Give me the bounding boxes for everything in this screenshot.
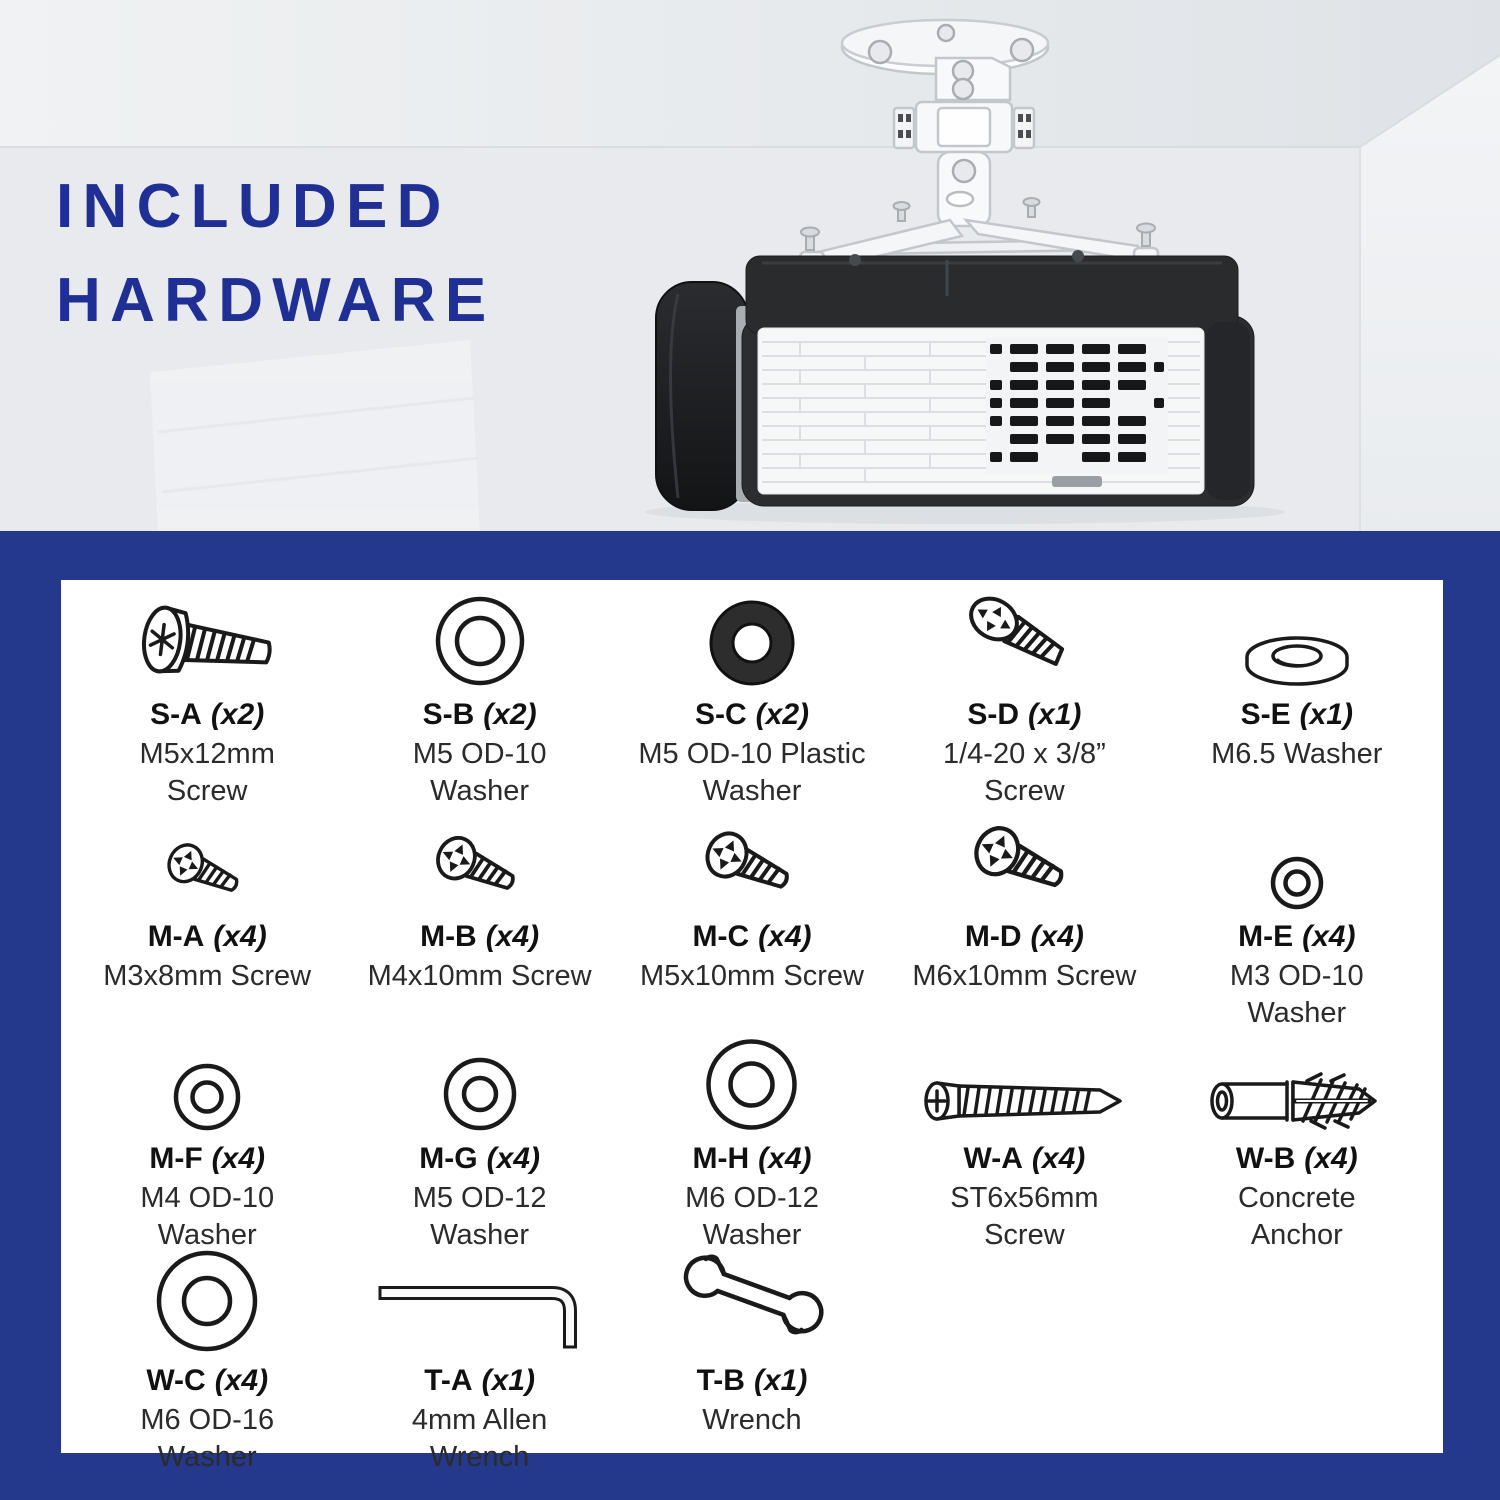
- item-count: (x4): [758, 920, 812, 953]
- item-description: M5 OD-12: [412, 1182, 547, 1214]
- item-description: M4x10mm Screw: [367, 960, 592, 992]
- item-description: Washer: [157, 1441, 257, 1473]
- hardware-item: [616, 594, 888, 816]
- item-code: S-A: [150, 698, 202, 731]
- machine-screw-s-icon: [71, 816, 343, 920]
- item-code-line: [1161, 698, 1433, 732]
- item-description: M6 OD-16: [140, 1404, 275, 1436]
- item-description: M6.5 Washer: [1211, 738, 1383, 770]
- hardware-item: [888, 594, 1160, 816]
- item-count: (x4): [486, 1142, 540, 1175]
- item-description: M5x10mm Screw: [639, 960, 864, 992]
- item-description: Screw: [984, 775, 1065, 807]
- machine-screw-m-icon: [343, 816, 615, 920]
- item-code-line: [888, 1142, 1160, 1176]
- item-code: M-B: [420, 920, 477, 953]
- item-description: Wrench: [702, 1404, 802, 1436]
- washer-sm-icon: [71, 1038, 343, 1142]
- item-count: (x4): [211, 1142, 266, 1175]
- item-code: M-A: [147, 920, 205, 953]
- item-code-line: [71, 1142, 343, 1176]
- item-code-line: [71, 920, 343, 954]
- item-code-line: [616, 1364, 888, 1398]
- item-description: M5 OD-10: [412, 738, 547, 770]
- item-code: M-F: [149, 1142, 203, 1175]
- hardware-item: [71, 1038, 343, 1260]
- hardware-item: [1161, 1038, 1433, 1260]
- hardware-band: [0, 531, 1500, 1500]
- hardware-item: [71, 1260, 343, 1482]
- washer-lg-icon: [616, 1038, 888, 1142]
- item-description: Wrench: [429, 1441, 530, 1473]
- item-count: (x2): [483, 698, 537, 731]
- hardware-item: [616, 1260, 888, 1482]
- item-code-line: [616, 1142, 888, 1176]
- hardware-item: [343, 816, 615, 1038]
- item-description: ST6x56mm: [950, 1182, 1099, 1214]
- hardware-item: [1161, 594, 1433, 816]
- item-count: (x1): [1299, 698, 1353, 731]
- hardware-item: [343, 594, 615, 816]
- concrete-anchor-icon: [1161, 1038, 1433, 1142]
- item-description: M5x12mm: [139, 738, 275, 770]
- item-count: (x4): [1302, 920, 1356, 953]
- item-code-line: [616, 920, 888, 954]
- item-code-line: [71, 698, 343, 732]
- item-code-line: [1161, 1142, 1433, 1176]
- item-code: W-C: [146, 1364, 206, 1397]
- plastic-washer-icon: [616, 594, 888, 698]
- item-code: M-E: [1238, 920, 1294, 953]
- socket-head-screw-icon: [71, 594, 343, 698]
- item-code-line: [343, 698, 615, 732]
- item-count: (x2): [210, 698, 265, 731]
- item-description: Washer: [1247, 997, 1347, 1029]
- item-code-line: [616, 698, 888, 732]
- item-code-line: [343, 1364, 615, 1398]
- item-description: 1/4-20 x 3/8”: [942, 738, 1106, 770]
- hardware-item: [71, 816, 343, 1038]
- item-description: Washer: [430, 775, 530, 807]
- washer-xs-icon: [1161, 816, 1433, 920]
- item-code-line: [888, 920, 1160, 954]
- hardware-item: [888, 816, 1160, 1038]
- hardware-grid: [61, 580, 1443, 1482]
- item-code: W-B: [1235, 1142, 1296, 1175]
- item-code: M-H: [692, 1142, 750, 1175]
- item-count: (x4): [1304, 1142, 1358, 1175]
- item-count: (x4): [1031, 1142, 1086, 1175]
- item-count: (x4): [1030, 920, 1084, 953]
- item-description: Anchor: [1250, 1219, 1343, 1251]
- allen-wrench-icon: [343, 1260, 615, 1364]
- item-count: (x4): [758, 1142, 812, 1175]
- item-code-line: [343, 1142, 615, 1176]
- lag-screw-icon: [888, 1038, 1160, 1142]
- item-code: M-D: [964, 920, 1022, 953]
- hero-photo-section: [0, 0, 1500, 531]
- item-description: Washer: [702, 775, 802, 807]
- item-description: M6 OD-12: [685, 1182, 819, 1214]
- item-description: 4mm Allen: [411, 1404, 548, 1436]
- open-wrench-icon: [616, 1260, 888, 1364]
- title-line-1: INCLUDED: [56, 172, 451, 241]
- item-code: S-E: [1240, 698, 1291, 731]
- item-count: (x1): [1028, 698, 1082, 731]
- page-title: [56, 160, 496, 348]
- item-description: M3x8mm Screw: [103, 960, 312, 992]
- item-code-line: [1161, 920, 1433, 954]
- flat-washer-icon: [343, 594, 615, 698]
- machine-screw-l-icon: [616, 816, 888, 920]
- washer-3d-icon: [1161, 594, 1433, 698]
- item-description: Screw: [984, 1219, 1065, 1251]
- item-code: S-C: [694, 698, 747, 731]
- item-description: M3 OD-10: [1229, 960, 1364, 992]
- hardware-item: [1161, 816, 1433, 1038]
- item-code-line: [888, 698, 1160, 732]
- hardware-item: [343, 1038, 615, 1260]
- machine-screw-xl-icon: [888, 816, 1160, 920]
- item-code-line: [71, 1364, 343, 1398]
- item-count: (x1): [481, 1364, 535, 1397]
- item-code: M-G: [419, 1142, 478, 1175]
- item-count: (x2): [755, 698, 809, 731]
- item-code: T-B: [696, 1364, 745, 1397]
- hardware-item: [888, 1038, 1160, 1260]
- item-code: T-A: [424, 1364, 473, 1397]
- item-description: Washer: [157, 1219, 257, 1251]
- item-description: Washer: [430, 1219, 530, 1251]
- item-description: Concrete: [1237, 1182, 1356, 1214]
- item-description: M4 OD-10: [140, 1182, 275, 1214]
- hardware-item: [71, 594, 343, 816]
- item-description: M5 OD-10 Plastic: [638, 738, 866, 770]
- item-code: S-B: [422, 698, 475, 731]
- item-count: (x1): [753, 1364, 808, 1397]
- item-code: W-A: [963, 1142, 1023, 1175]
- hardware-item: [343, 1260, 615, 1482]
- item-description: M6x10mm Screw: [912, 960, 1137, 992]
- item-count: (x4): [485, 920, 540, 953]
- hardware-panel: [61, 580, 1443, 1473]
- item-code-line: [343, 920, 615, 954]
- title-line-2: HARDWARE: [56, 266, 496, 335]
- item-description: Screw: [166, 775, 248, 807]
- item-count: (x4): [213, 920, 267, 953]
- item-count: (x4): [214, 1364, 269, 1397]
- hardware-item: [616, 1038, 888, 1260]
- item-code: M-C: [692, 920, 750, 953]
- item-description: Washer: [702, 1219, 802, 1251]
- pan-head-screw-icon: [888, 594, 1160, 698]
- hardware-item: [616, 816, 888, 1038]
- item-code: S-D: [967, 698, 1020, 731]
- washer-xl-icon: [71, 1260, 343, 1364]
- washer-md-icon: [343, 1038, 615, 1142]
